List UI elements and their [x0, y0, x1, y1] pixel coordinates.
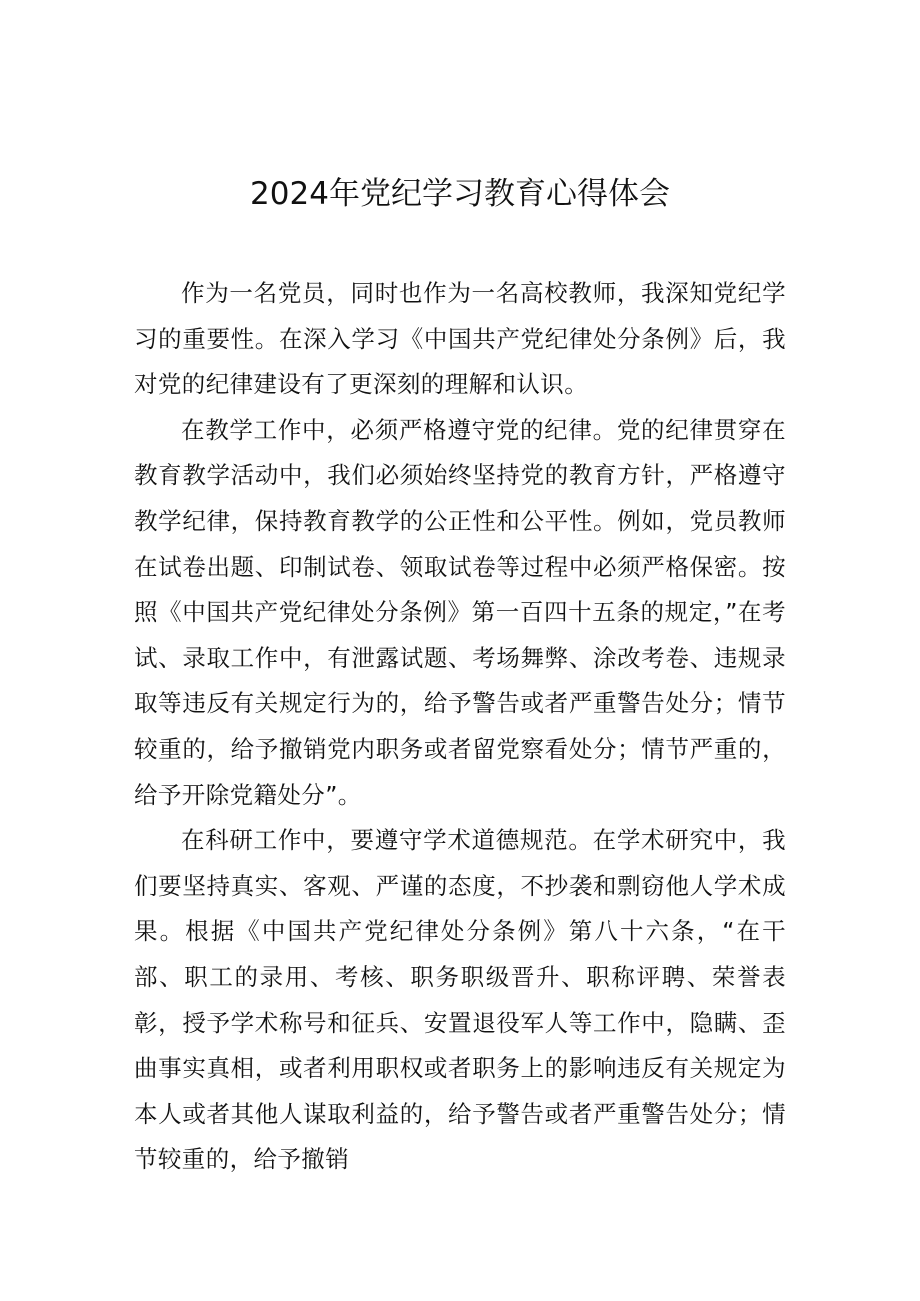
paragraph-research-ethics: 在科研工作中，要遵守学术道德规范。在学术研究中，我们要坚持真实、客观、严谨的态度，不抄袭和剽窃他人学术成果。根据《中国共产党纪律处分条例》第八十六条，“在干部、职工的录用、考核、职务职级晋升、职称评聘、荣誉表彰，授予学术称号和征兵、安置退役军人等工作中，隐瞒、歪曲事实真相，或者利用职权或者职务上的影响违反有关规定为本人或者其他人谋取利益的，给予警告或者严重警告处分；情节较重的，给予撤销: [134, 826, 786, 1174]
document-body: [134, 271, 786, 1183]
paragraph-teaching-discipline: 在教学工作中，必须严格遵守党的纪律。党的纪律贯穿在教育教学活动中，我们必须始终坚持党的教育方针，严格遵守教学纪律，保持教育教学的公正性和公平性。例如，党员教师在试卷出题、印制试卷、领取试卷等过程中必须严格保密。按照《中国共产党纪律处分条例》第一百四十五条的规定，”在考试、录取工作中，有泄露试题、考场舞弊、涂改考卷、违规录取等违反有关规定行为的，给予警告或者严重警告处分；情节较重的，给予撤销党内职务或者留党察看处分；情节严重的，给予开除党籍处分”。: [134, 415, 786, 809]
paragraph-intro: 作为一名党员，同时也作为一名高校教师，我深知党纪学习的重要性。在深入学习《中国共产党纪律处分条例》后，我对党的纪律建设有了更深刻的理解和认识。: [134, 279, 786, 399]
document-title: 2024年党纪学习教育心得体会: [250, 176, 670, 212]
